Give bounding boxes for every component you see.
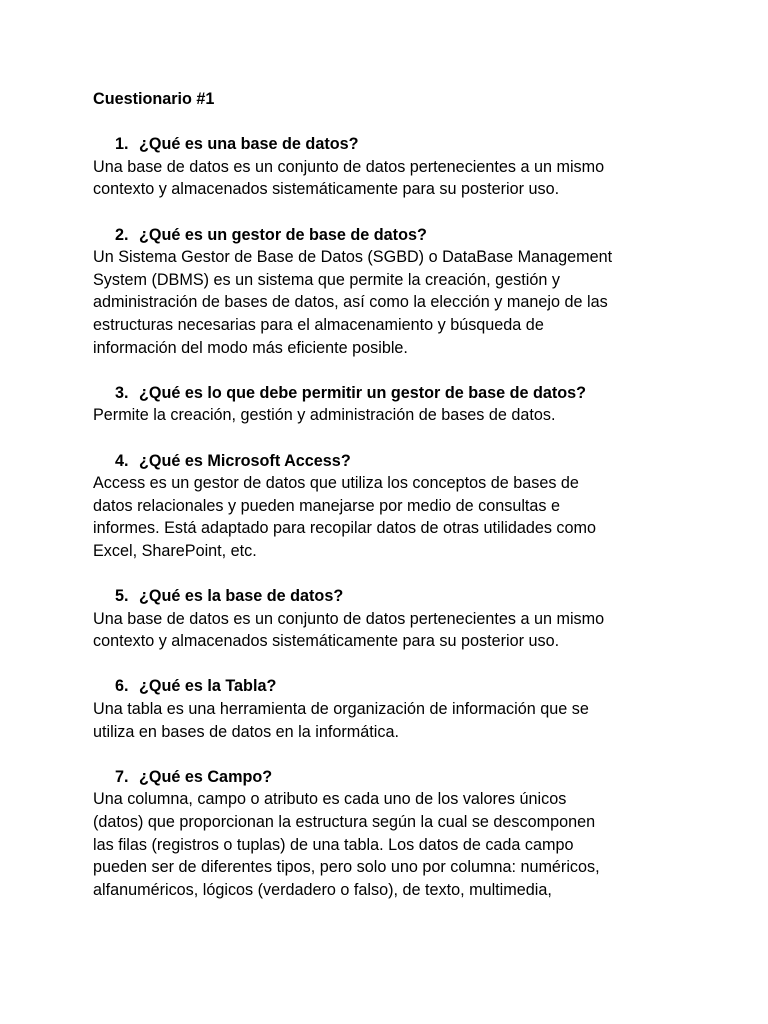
question-block — [93, 675, 693, 765]
question-heading — [93, 133, 693, 156]
answer-line: Una base de datos es un conjunto de datos pertenecientes a un mismo — [93, 609, 605, 628]
answer-line: Una tabla es una herramienta de organización de información que se — [93, 700, 589, 719]
question-number: 6. — [115, 677, 129, 696]
answer-line: Permite la creación, gestión y administración de bases de datos. — [93, 406, 556, 425]
question-number: 4. — [115, 451, 129, 470]
answer-line: alfanuméricos, lógicos (verdadero o falso), de texto, multimedia, — [93, 880, 552, 899]
question-text: ¿Qué es un gestor de base de datos? — [139, 225, 427, 244]
answer-text — [93, 472, 693, 562]
question-number: 7. — [115, 767, 129, 786]
answer-text — [93, 404, 693, 427]
answer-line: Una base de datos es un conjunto de datos pertenecientes a un mismo — [93, 157, 605, 176]
answer-line: contexto y almacenados sistemáticamente para su posterior uso. — [93, 180, 560, 199]
spacer — [93, 111, 693, 134]
answer-line: pueden ser de diferentes tipos, pero solo uno por columna: numéricos, — [93, 858, 600, 877]
question-text: ¿Qué es la base de datos? — [139, 587, 344, 606]
answer-text — [93, 788, 693, 901]
answer-text — [93, 608, 693, 653]
spacer — [93, 653, 693, 676]
answer-line: informes. Está adaptado para recopilar datos de otras utilidades como — [93, 519, 596, 538]
answer-text — [93, 698, 693, 743]
question-text: ¿Qué es una base de datos? — [139, 135, 359, 154]
question-heading — [93, 382, 693, 405]
answer-line: información del modo más eficiente posible. — [93, 338, 408, 357]
answer-line: datos relacionales y pueden manejarse por medio de consultas e — [93, 496, 561, 515]
question-block — [93, 450, 693, 586]
question-heading — [93, 224, 693, 247]
answer-line: Excel, SharePoint, etc. — [93, 541, 257, 560]
spacer — [93, 562, 693, 585]
question-block — [93, 382, 693, 450]
question-block — [93, 585, 693, 675]
spacer — [93, 427, 693, 450]
question-heading — [93, 766, 693, 789]
answer-line: utiliza en bases de datos en la informática. — [93, 722, 399, 741]
answer-line: administración de bases de datos, así como la elección y manejo de las — [93, 293, 608, 312]
question-list — [93, 133, 693, 901]
question-block — [93, 766, 693, 902]
question-heading — [93, 675, 693, 698]
question-block — [93, 224, 693, 382]
question-text: ¿Qué es Campo? — [139, 767, 273, 786]
question-number: 3. — [115, 383, 129, 402]
answer-line: Un Sistema Gestor de Base de Datos (SGBD) o DataBase Management — [93, 248, 613, 267]
document-page — [93, 88, 693, 901]
question-block — [93, 133, 693, 223]
answer-line: Access es un gestor de datos que utiliza los conceptos de bases de — [93, 474, 579, 493]
question-heading — [93, 585, 693, 608]
question-number: 2. — [115, 225, 129, 244]
answer-line: Una columna, campo o atributo es cada uno de los valores únicos — [93, 790, 567, 809]
answer-line: (datos) que proporcionan la estructura según la cual se descomponen — [93, 813, 596, 831]
spacer — [93, 201, 693, 224]
question-text: ¿Qué es Microsoft Access? — [139, 451, 351, 470]
answer-text — [93, 246, 693, 359]
answer-line: estructuras necesarias para el almacenamiento y búsqueda de — [93, 315, 544, 334]
answer-line: System (DBMS) es un sistema que permite la creación, gestión y — [93, 270, 560, 289]
answer-line: contexto y almacenados sistemáticamente para su posterior uso. — [93, 632, 560, 651]
question-text: ¿Qué es la Tabla? — [139, 677, 277, 696]
document-title: Cuestionario #1 — [93, 90, 215, 108]
spacer — [93, 359, 693, 382]
question-text: ¿Qué es lo que debe permitir un gestor de base de datos? — [139, 383, 587, 402]
answer-line: las filas (registros o tuplas) de una tabla. Los datos de cada campo — [93, 835, 574, 854]
question-heading — [93, 450, 693, 473]
answer-text — [93, 156, 693, 201]
spacer — [93, 743, 693, 766]
question-number: 5. — [115, 587, 129, 606]
question-number: 1. — [115, 135, 129, 154]
